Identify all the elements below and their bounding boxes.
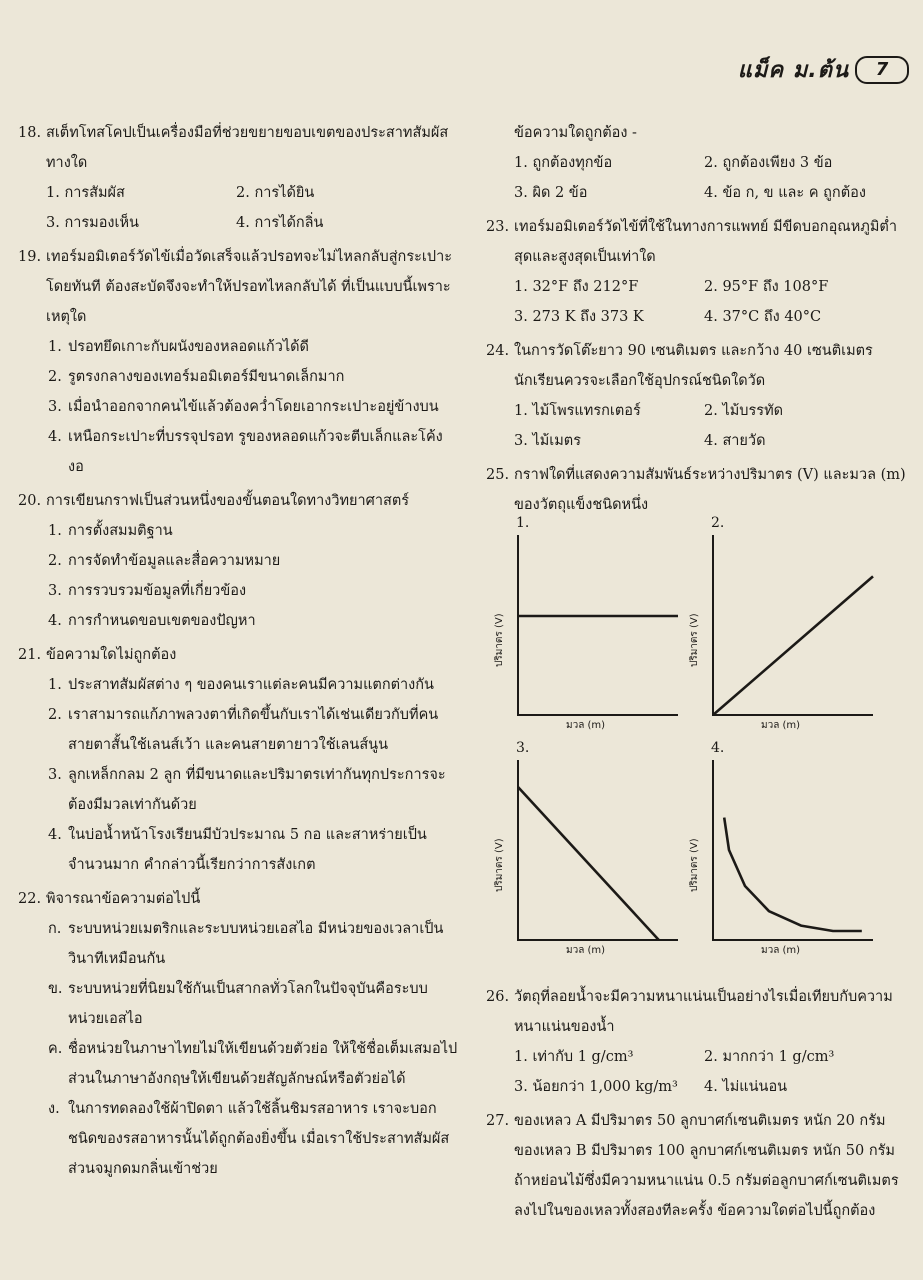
- option-label: 1.: [48, 677, 62, 693]
- option-label: 3.: [48, 399, 62, 415]
- answer-option: 3. ไม้เมตร: [514, 433, 582, 449]
- answer-option: 4. 37°C ถึง 40°C: [704, 309, 822, 325]
- option-label: 2.: [48, 369, 62, 385]
- answer-option: [48, 974, 458, 1034]
- question-text: วัตถุที่ลอยน้ำจะมีความหนาแน่นเป็นอย่างไรเมื่อเทียบกับความหนาแน่นของน้ำ: [514, 989, 893, 1035]
- answer-options: [48, 516, 458, 636]
- option-label: 3.: [48, 767, 62, 783]
- answer-options: [46, 178, 458, 238]
- y-axis-label: ปริมาตร (V): [689, 613, 700, 667]
- answer-option: 1. การสัมผัส: [46, 185, 125, 201]
- question-number: 22.: [18, 891, 42, 907]
- option-text: เหนือกระเปาะที่บรรจุปรอท รูของหลอดแก้วจะตีบเล็กและโค้งงอ: [68, 429, 443, 475]
- question-stem: [18, 884, 458, 914]
- option-text: ชื่อหน่วยในภาษาไทยไม่ให้เขียนด้วยตัวย่อ ให้ใช้ชื่อเต็มเสมอไป ส่วนในภาษาอังกฤษให้เขียนด้วยสัญลักษณ์หรือตัวย่อได้: [68, 1041, 458, 1087]
- answer-option: 2. 95°F ถึง 108°F: [704, 279, 829, 295]
- question-text: ข้อความใดถูกต้อง -: [514, 125, 637, 141]
- graph-plot: [681, 510, 881, 735]
- option-text: รูตรงกลางของเทอร์มอมิเตอร์มีขนาดเล็กมาก: [68, 369, 345, 385]
- question-text: ของเหลว A มีปริมาตร 50 ลูกบาศก์เซนติเมตร หนัก 20 กรัม ของเหลว B มีปริมาตร 100 ลูกบาศก์เซนติเมตร หนัก 50 กรัม ถ้าหย่อนไม้ซึ่งมีความหนาแน่น 0.5 กรัมต่อลูกบาศก์เซนติเมตรลงไปในของเหลวทั้งสองทีละครั้ง ข้อความใดต่อไปนี้ถูกต้อง: [514, 1113, 899, 1219]
- y-axis-label: ปริมาตร (V): [494, 613, 505, 667]
- answer-option: [48, 760, 458, 820]
- question-stem: [18, 118, 458, 178]
- x-axis-label: มวล (m): [566, 720, 606, 731]
- option-text: ปรอทยึดเกาะกับผนังของหลอดแก้วได้ดี: [68, 339, 309, 355]
- graph-option-4: [681, 735, 881, 960]
- option-text: การตั้งสมมติฐาน: [68, 523, 173, 539]
- graph-line: [518, 787, 659, 940]
- question-24: [486, 336, 906, 456]
- answer-option: [48, 914, 458, 974]
- graph-label: 2.: [711, 515, 725, 531]
- graph-line: [713, 576, 873, 715]
- question-18: [18, 118, 458, 238]
- graph-axes: [518, 760, 678, 940]
- question-27: [486, 1106, 906, 1226]
- left-column: [18, 118, 458, 1188]
- right-column: [486, 118, 906, 524]
- brand-logo: แม็ค ม.ต้น: [737, 58, 849, 83]
- answer-option: 2. ไม้บรรทัด: [704, 403, 784, 419]
- answer-option: 2. ถูกต้องเพียง 3 ข้อ: [704, 155, 833, 171]
- question-number: 18.: [18, 125, 42, 141]
- answer-options: [514, 1042, 906, 1102]
- answer-option: [48, 546, 458, 576]
- option-label: ง.: [48, 1101, 60, 1117]
- answer-options: [514, 148, 906, 208]
- question-21: [18, 640, 458, 880]
- question-text: ข้อความใดไม่ถูกต้อง: [46, 647, 177, 663]
- answer-option: [48, 700, 458, 760]
- question-20: [18, 486, 458, 636]
- answer-option: 3. 273 K ถึง 373 K: [514, 309, 644, 325]
- option-text: การรวบรวมข้อมูลที่เกี่ยวข้อง: [68, 583, 247, 599]
- question-number: 27.: [486, 1113, 510, 1129]
- graph-axes: [518, 535, 678, 715]
- option-text: เมื่อนำออกจากคนไข้แล้วต้องคว่ำโดยเอากระเปาะอยู่ข้างบน: [68, 399, 439, 415]
- question-number: 23.: [486, 219, 510, 235]
- question-number: 20.: [18, 493, 42, 509]
- answer-option: [48, 670, 458, 700]
- question-22-continued: [486, 118, 906, 208]
- answer-option: 3. ผิด 2 ข้อ: [514, 185, 588, 201]
- answer-option: 2. มากกว่า 1 g/cm³: [704, 1049, 835, 1065]
- answer-option: [48, 606, 458, 636]
- option-text: ประสาทสัมผัสต่าง ๆ ของคนเราแต่ละคนมีความแตกต่างกัน: [68, 677, 434, 693]
- question-23: [486, 212, 906, 332]
- question-26: [486, 982, 906, 1102]
- question-number: 26.: [486, 989, 510, 1005]
- option-label: ก.: [48, 921, 62, 937]
- question-number: 25.: [486, 467, 510, 483]
- answer-option: [48, 1094, 458, 1184]
- question-stem: [486, 212, 906, 272]
- question-stem: [486, 118, 906, 148]
- question-text: กราฟใดที่แสดงความสัมพันธ์ระหว่างปริมาตร (V) และมวล (m) ของวัตถุแข็งชนิดหนึ่ง: [514, 467, 906, 513]
- graph-option-1: [486, 510, 686, 735]
- answer-option: [48, 820, 458, 880]
- graph-axes: [713, 760, 873, 940]
- option-text: ระบบหน่วยที่นิยมใช้กันเป็นสากลทั่วโลกในปัจจุบันคือระบบหน่วยเอสไอ: [68, 981, 428, 1027]
- option-label: 4.: [48, 429, 62, 445]
- graph-axes: [713, 535, 873, 715]
- graph-plot: [486, 510, 686, 735]
- question-stem: [18, 486, 458, 516]
- option-label: 3.: [48, 583, 62, 599]
- option-text: ในการทดลองใช้ผ้าปิดตา แล้วใช้ลิ้นชิมรสอาหาร เราจะบอกชนิดของรสอาหารนั้นได้ถูกต้องยิ่งขึ้น เมื่อเราใช้ประสาทสัมผัสส่วนจมูกดมกลิ่นเข้าช่วย: [68, 1101, 450, 1177]
- question-stem: [486, 982, 906, 1042]
- answer-option: [48, 576, 458, 606]
- answer-options: [48, 670, 458, 880]
- option-label: 4.: [48, 613, 62, 629]
- option-label: ข.: [48, 981, 63, 997]
- answer-option: 1. เท่ากับ 1 g/cm³: [514, 1049, 634, 1065]
- option-text: เราสามารถแก้ภาพลวงตาที่เกิดขึ้นกับเราได้เช่นเดียวกับที่คนสายตาสั้นใช้เลนส์เว้า และคนสายตายาวใช้เลนส์นูน: [68, 707, 439, 753]
- question-number: 24.: [486, 343, 510, 359]
- question-text: เทอร์มอมิเตอร์วัดไข้เมื่อวัดเสร็จแล้วปรอทจะไม่ไหลกลับสู่กระเปาะโดยทันที ต้องสะบัดจึงจะทำให้ปรอทไหลกลับได้ ที่เป็นแบบนี้เพราะเหตุใด: [46, 249, 453, 325]
- answer-option: [48, 422, 458, 482]
- answer-options: [48, 332, 458, 482]
- x-axis-label: มวล (m): [566, 945, 606, 956]
- question-number: 21.: [18, 647, 42, 663]
- graph-plot: [681, 735, 881, 960]
- question-stem: [18, 242, 458, 332]
- question-number: 19.: [18, 249, 42, 265]
- answer-options: [514, 272, 906, 332]
- answer-option: 3. น้อยกว่า 1,000 kg/m³: [514, 1079, 678, 1095]
- bottom-right-column: [486, 982, 906, 1230]
- y-axis-label: ปริมาตร (V): [494, 838, 505, 892]
- graph-option-3: [486, 735, 686, 960]
- option-text: ในบ่อน้ำหน้าโรงเรียนมีบัวประมาณ 5 กอ และสาหร่ายเป็นจำนวนมาก คำกล่าวนี้เรียกว่าการสังเกต: [68, 827, 427, 873]
- question-stem: [18, 640, 458, 670]
- graph-label: 3.: [516, 740, 530, 756]
- answer-option: [48, 332, 458, 362]
- answer-option: 1. ไม้โพรแทรกเตอร์: [514, 403, 641, 419]
- option-text: ระบบหน่วยเมตริกและระบบหน่วยเอสไอ มีหน่วยของเวลาเป็นวินาทีเหมือนกัน: [68, 921, 444, 967]
- answer-option: 4. ข้อ ก, ข และ ค ถูกต้อง: [704, 185, 866, 201]
- option-label: 2.: [48, 553, 62, 569]
- option-text: การกำหนดขอบเขตของปัญหา: [68, 613, 256, 629]
- option-label: 2.: [48, 707, 62, 723]
- question-text: พิจารณาข้อความต่อไปนี้: [46, 891, 201, 907]
- answer-option: 4. การได้กลิ่น: [236, 215, 324, 231]
- graph-line: [724, 818, 862, 931]
- option-label: 1.: [48, 339, 62, 355]
- x-axis-label: มวล (m): [761, 720, 801, 731]
- page-number: 7: [855, 56, 909, 84]
- y-axis-label: ปริมาตร (V): [689, 838, 700, 892]
- question-stem: [486, 336, 906, 396]
- question-stem: [486, 1106, 906, 1226]
- answer-option: [48, 362, 458, 392]
- answer-option: [48, 392, 458, 422]
- page-header: [738, 52, 909, 87]
- graph-option-2: [681, 510, 881, 735]
- question-text: เทอร์มอมิเตอร์วัดไข้ที่ใช้ในทางการแพทย์ มีขีดบอกอุณหภูมิต่ำสุดและสูงสุดเป็นเท่าใด: [514, 219, 897, 265]
- option-text: ลูกเหล็กกลม 2 ลูก ที่มีขนาดและปริมาตรเท่ากันทุกประการจะต้องมีมวลเท่ากันด้วย: [68, 767, 446, 813]
- q25-graph-options: [486, 510, 906, 960]
- graph-plot: [486, 735, 686, 960]
- graph-label: 4.: [711, 740, 725, 756]
- answer-option: [48, 1034, 458, 1094]
- graph-label: 1.: [516, 515, 530, 531]
- answer-option: 2. การได้ยิน: [236, 185, 315, 201]
- question-22: [18, 884, 458, 1184]
- answer-option: [48, 516, 458, 546]
- question-text: การเขียนกราฟเป็นส่วนหนึ่งของขั้นตอนใดทางวิทยาศาสตร์: [46, 493, 410, 509]
- answer-options: [48, 914, 458, 1184]
- answer-option: 3. การมองเห็น: [46, 215, 139, 231]
- question-19: [18, 242, 458, 482]
- option-text: การจัดทำข้อมูลและสื่อความหมาย: [68, 553, 281, 569]
- option-label: 1.: [48, 523, 62, 539]
- answer-option: 4. ไม่แน่นอน: [704, 1079, 788, 1095]
- option-label: ค.: [48, 1041, 63, 1057]
- answer-options: [514, 396, 906, 456]
- option-label: 4.: [48, 827, 62, 843]
- question-text: สเต็ทโทสโคปเป็นเครื่องมือที่ช่วยขยายขอบเขตของประสาทสัมผัสทางใด: [46, 125, 449, 171]
- x-axis-label: มวล (m): [761, 945, 801, 956]
- question-text: ในการวัดโต๊ะยาว 90 เซนติเมตร และกว้าง 40 เซนติเมตร นักเรียนควรจะเลือกใช้อุปกรณ์ชนิดใดวัด: [514, 343, 873, 389]
- answer-option: 1. 32°F ถึง 212°F: [514, 279, 639, 295]
- answer-option: 4. สายวัด: [704, 433, 766, 449]
- answer-option: 1. ถูกต้องทุกข้อ: [514, 155, 613, 171]
